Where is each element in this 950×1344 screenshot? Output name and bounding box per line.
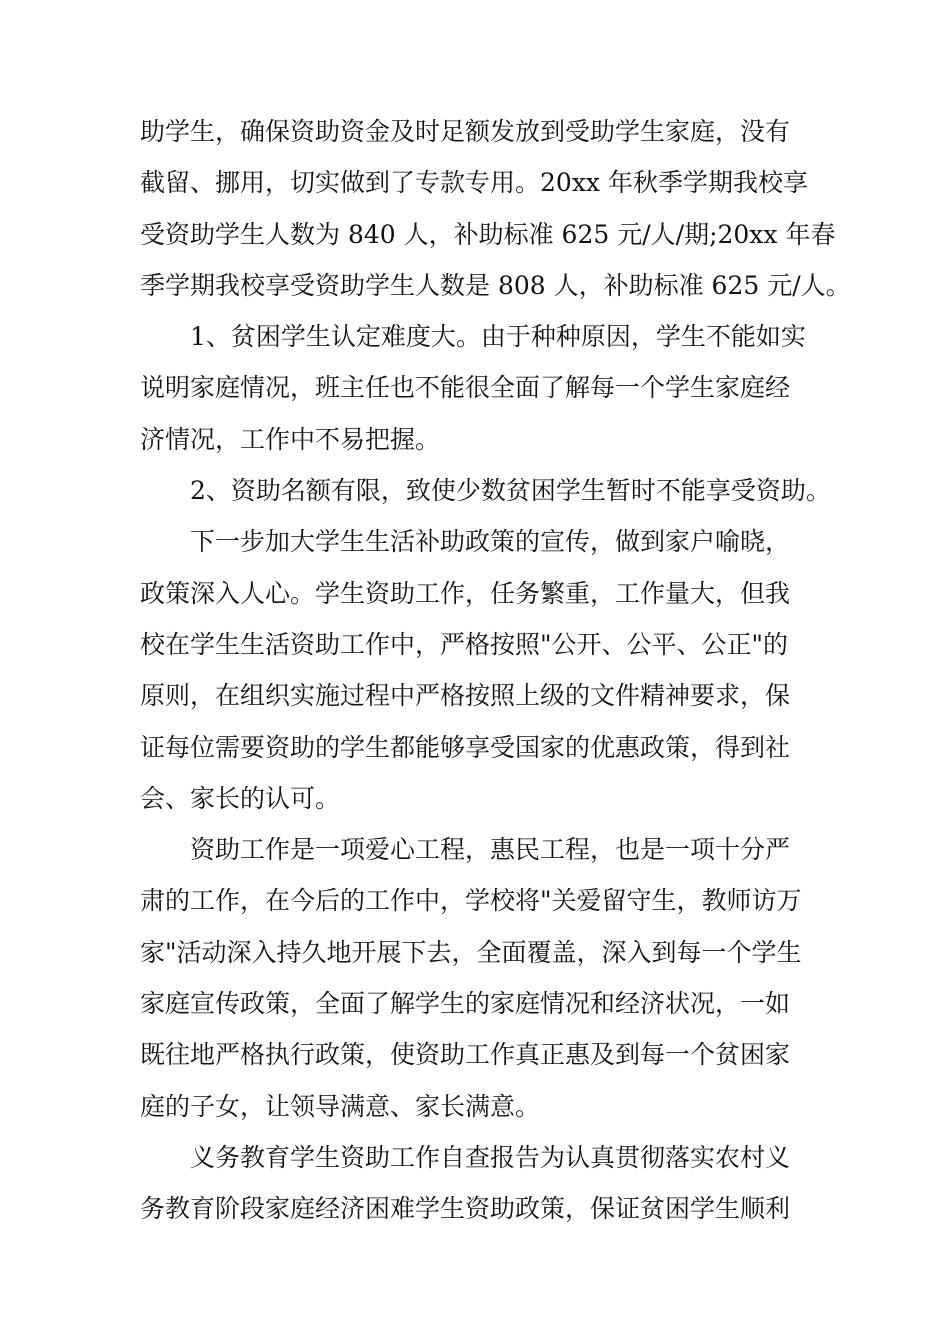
paragraph-start-line: 2、资助名额有限，致使少数贫困学生暂时不能享受资助。 bbox=[190, 476, 831, 506]
paragraph-start-line: 资助工作是一项爱心工程，惠民工程，也是一项十分严 bbox=[190, 835, 791, 865]
text-line: 家庭宣传政策，全面了解学生的家庭情况和经济状况，一如 bbox=[140, 989, 791, 1019]
text-line: 原则，在组织实施过程中严格按照上级的文件精神要求，保 bbox=[140, 681, 791, 711]
text-line: 说明家庭情况，班主任也不能很全面了解每一个学生家庭经 bbox=[140, 373, 791, 403]
document-body bbox=[140, 106, 851, 1235]
text-line: 助学生，确保资助资金及时足额发放到受助学生家庭，没有 bbox=[140, 117, 791, 146]
text-line: 济情况，工作中不易把握。 bbox=[140, 424, 441, 454]
paragraph-start-line: 下一步加大学生生活补助政策的宣传，做到家户喻晓， bbox=[190, 527, 791, 557]
paragraph-start-line: 1、贫困学生认定难度大。由于种种原因，学生不能如实 bbox=[190, 322, 806, 352]
text-line: 家"活动深入持久地开展下去，全面覆盖，深入到每一个学生 bbox=[140, 937, 802, 967]
text-line: 政策深入人心。学生资助工作，任务繁重，工作量大，但我 bbox=[140, 578, 791, 608]
text-line: 证每位需要资助的学生都能够享受国家的优惠政策，得到社 bbox=[140, 732, 791, 762]
paragraph-start-line: 义务教育学生资助工作自查报告为认真贯彻落实农村义 bbox=[190, 1142, 791, 1172]
text-line: 截留、挪用，切实做到了专款专用。20xx 年秋季学期我校享 bbox=[140, 168, 808, 198]
text-line: 季学期我校享受资助学生人数是 808 人，补助标准 625 元/人。 bbox=[140, 270, 851, 300]
text-line: 受资助学生人数为 840 人，补助标准 625 元/人/期;20xx 年春 bbox=[140, 219, 836, 249]
text-line: 肃的工作，在今后的工作中，学校将"关爱留守生，教师访万 bbox=[140, 886, 802, 916]
text-line: 会、家长的认可。 bbox=[140, 783, 341, 813]
text-line: 庭的子女，让领导满意、家长满意。 bbox=[140, 1091, 541, 1121]
text-line: 务教育阶段家庭经济困难学生资助政策，保证贫困学生顺利 bbox=[140, 1194, 791, 1224]
text-line: 校在学生生活资助工作中，严格按照"公开、公平、公正"的 bbox=[140, 629, 789, 659]
text-line: 既往地严格执行政策，使资助工作真正惠及到每一个贫困家 bbox=[140, 1040, 791, 1070]
